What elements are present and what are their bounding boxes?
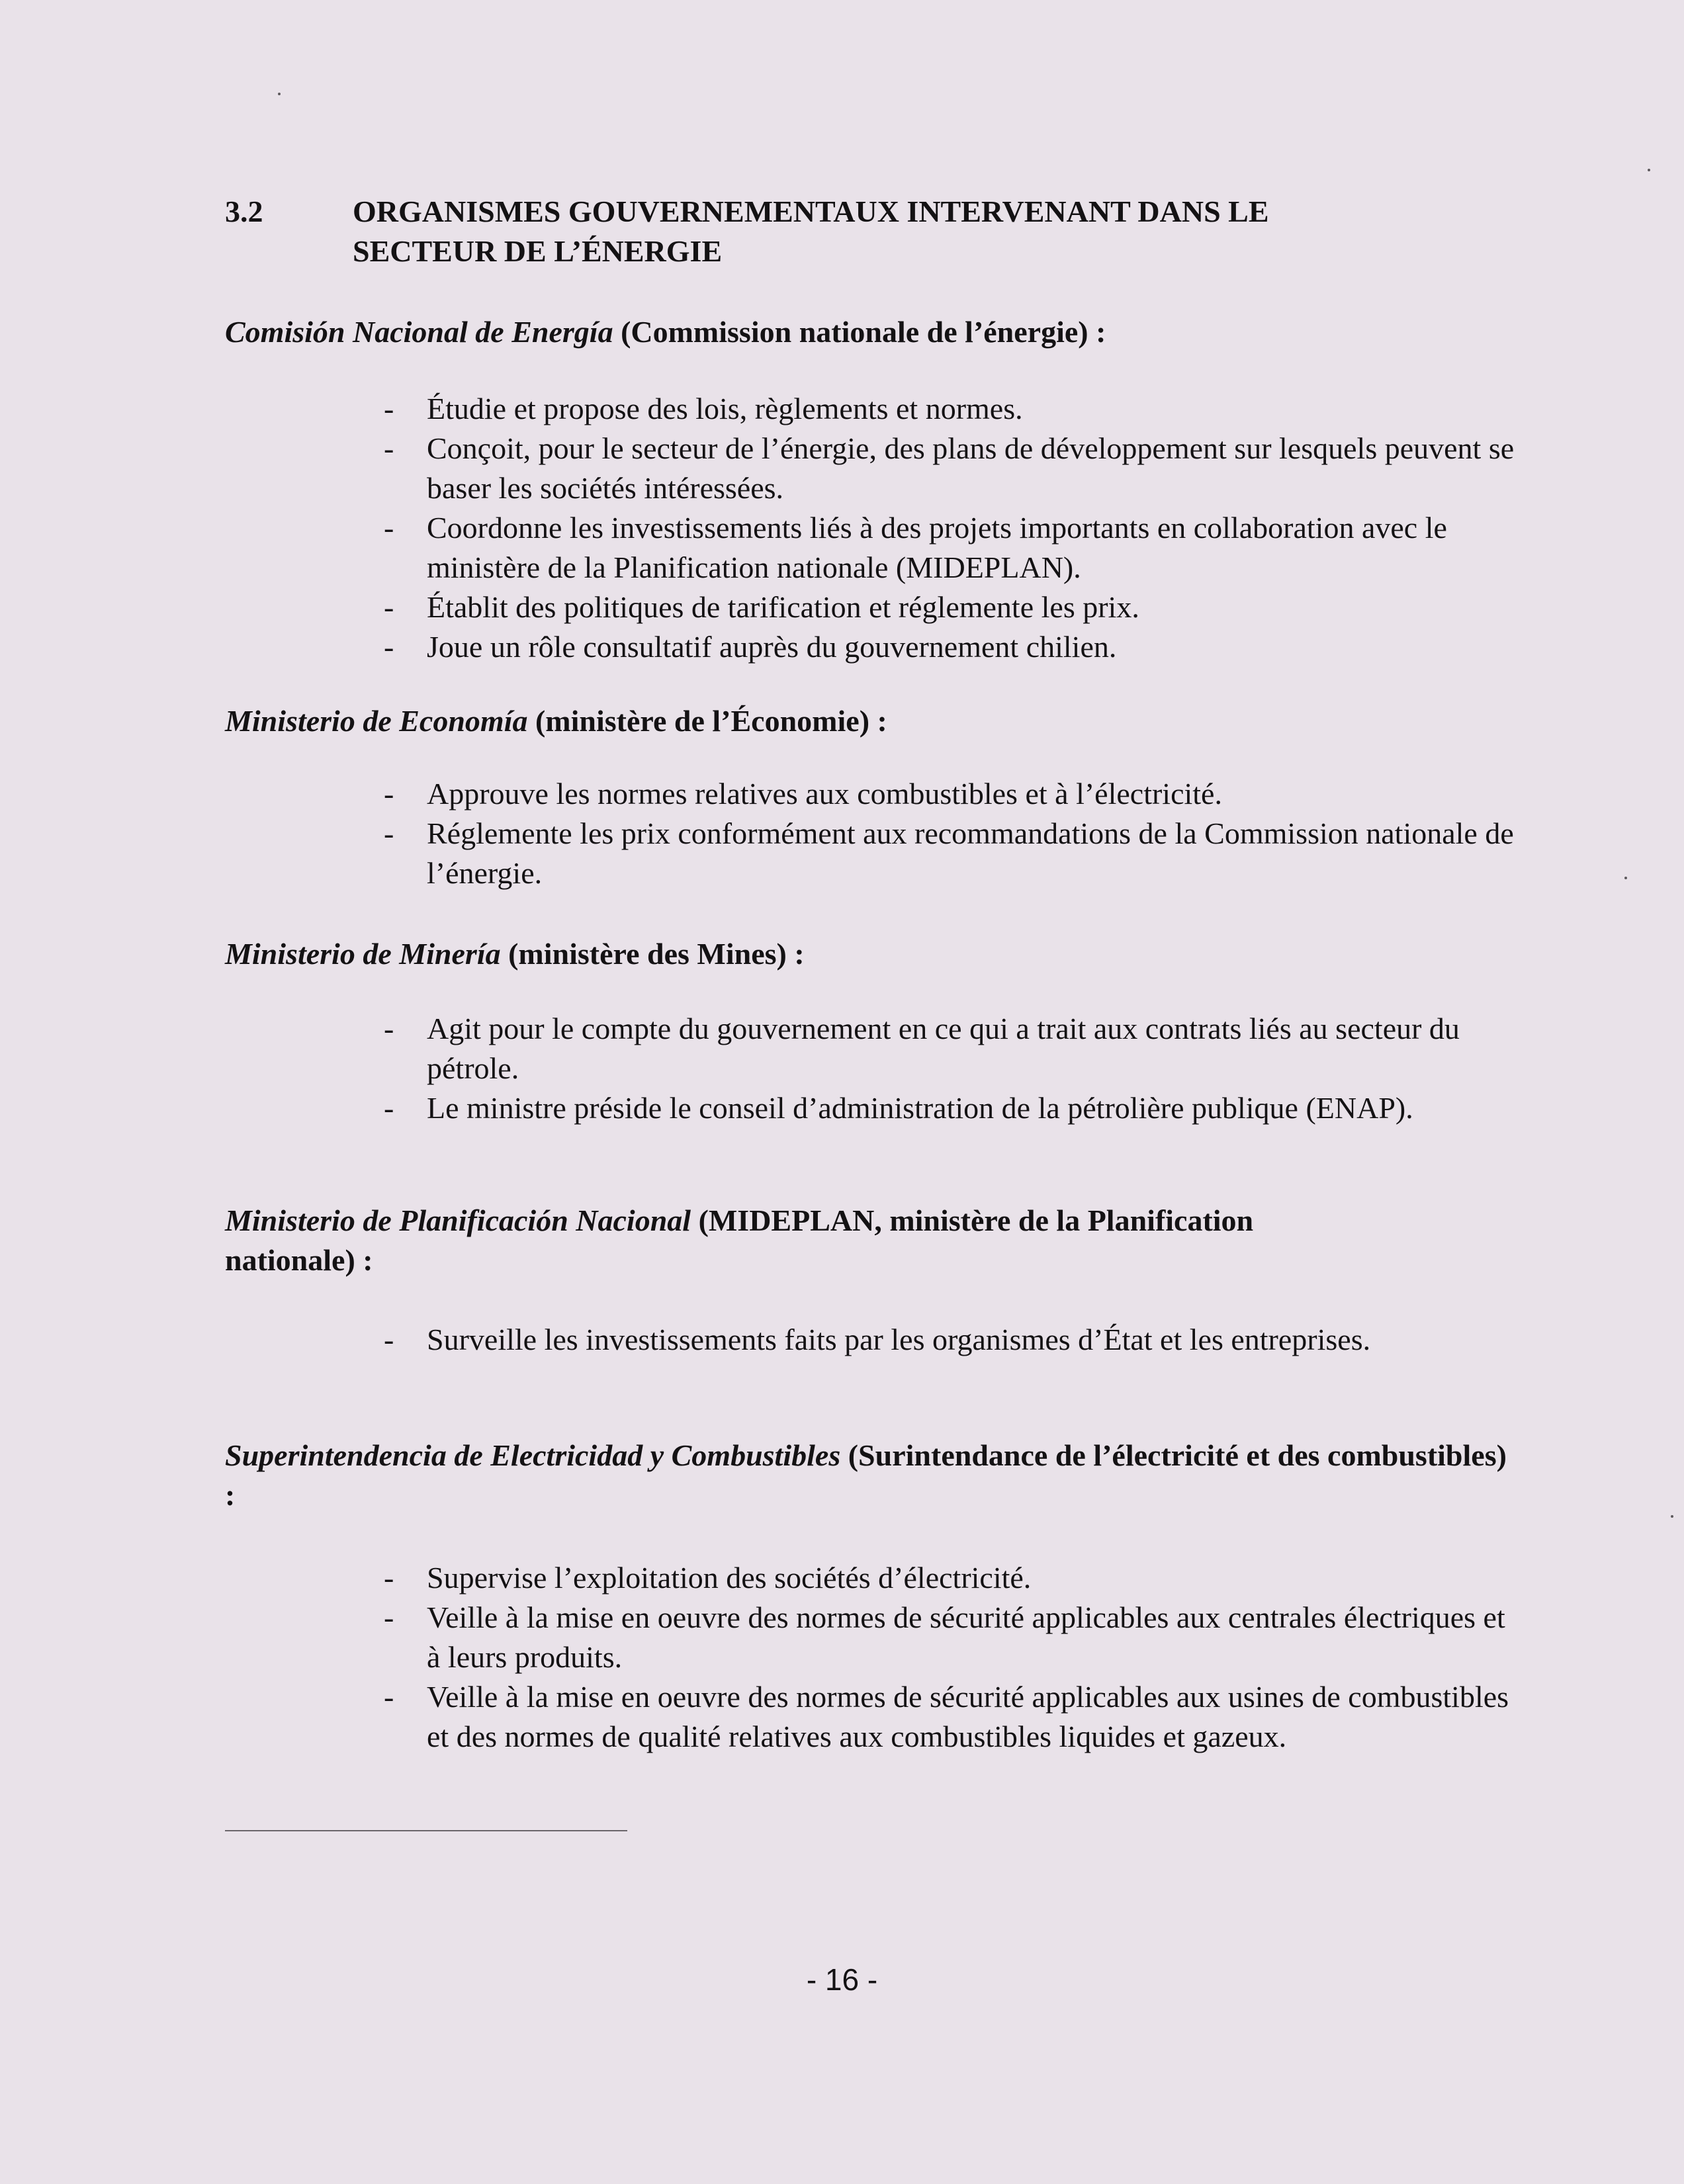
- scan-speck: [1648, 169, 1650, 171]
- list-marker: -: [384, 590, 394, 624]
- list-marker: -: [384, 1600, 394, 1634]
- scan-speck: [1671, 1515, 1673, 1518]
- agency-title: [225, 937, 805, 971]
- agency-name-spanish: Ministerio de Minería: [225, 937, 501, 971]
- section-title: [353, 192, 1478, 271]
- list-marker: -: [384, 777, 394, 810]
- agency-name-spanish: Superintendencia de Electricidad y Combustibles: [225, 1438, 841, 1472]
- list-item: - Le ministre préside le conseil d’administration de la pétrolière publique (ENAP).: [427, 1088, 1525, 1128]
- agency-title: [225, 315, 1106, 349]
- list-marker: -: [384, 511, 394, 545]
- list-item: - Approuve les normes relatives aux combustibles et à l’électricité.: [427, 774, 1525, 814]
- list-item: - Conçoit, pour le secteur de l’énergie, des plans de développement sur lesquels peuvent se baser les sociétés intéressées.: [427, 429, 1525, 508]
- section-number: 3.2: [225, 195, 263, 228]
- list-item: - Surveille les investissements faits par les organismes d’État et les entreprises.: [427, 1320, 1525, 1360]
- agency-duties-list: [384, 389, 1525, 667]
- list-item: - Établit des politiques de tarification et réglemente les prix.: [427, 588, 1525, 627]
- list-marker: -: [384, 630, 394, 664]
- agency-duties-list: [384, 1009, 1525, 1128]
- agency-title: [225, 1438, 1507, 1512]
- list-item: - Agit pour le compte du gouvernement en ce qui a trait aux contrats liés au secteur du pétrole.: [427, 1009, 1525, 1088]
- list-item: - Étudie et propose des lois, règlements et normes.: [427, 389, 1525, 429]
- agency-name-french: (MIDEPLAN, ministère de la Planification nationale) :: [225, 1203, 1254, 1277]
- agency-duties-list: [384, 1320, 1525, 1360]
- agency-name-french: (ministère des Mines) :: [500, 937, 805, 971]
- list-marker: -: [384, 431, 394, 465]
- agency-duties-list: [384, 1558, 1525, 1757]
- section-title-line-2: SECTEUR DE L’ÉNERGIE: [353, 234, 723, 268]
- list-item: - Veille à la mise en oeuvre des normes de sécurité applicables aux usines de combustibles et des normes de qualité relatives aux combustibles liquides et gazeux.: [427, 1677, 1525, 1757]
- agency-title-ministerio-economia: [225, 701, 1522, 741]
- agency-name-french: (Surintendance de l’électricité et des combustibles) :: [225, 1438, 1507, 1512]
- list-marker: -: [384, 816, 394, 850]
- list-item: - Coordonne les investissements liés à des projets importants en collaboration avec le ministère de la Planification nationale (MIDEPLAN).: [427, 508, 1525, 588]
- agency-title-superintendencia: [225, 1436, 1522, 1515]
- agency-duties-list: [384, 774, 1525, 893]
- agency-title-mideplan: [225, 1201, 1390, 1280]
- agency-title: [225, 704, 887, 738]
- list-item: - Veille à la mise en oeuvre des normes de sécurité applicables aux centrales électriques et à leurs produits.: [427, 1598, 1525, 1677]
- list-item: - Supervise l’exploitation des sociétés d’électricité.: [427, 1558, 1525, 1598]
- agency-name-spanish: Ministerio de Planificación Nacional: [225, 1203, 691, 1237]
- agency-title: [225, 1203, 1253, 1277]
- list-item: - Joue un rôle consultatif auprès du gouvernement chilien.: [427, 627, 1525, 667]
- section-title-line-1: ORGANISMES GOUVERNEMENTAUX INTERVENANT DANS LE: [353, 195, 1269, 228]
- scan-speck: [1624, 877, 1627, 879]
- agency-name-spanish: Comisión Nacional de Energía: [225, 315, 613, 349]
- list-marker: -: [384, 1323, 394, 1356]
- agency-title-comision-nacional: [225, 312, 1522, 352]
- list-marker: -: [384, 1091, 394, 1125]
- list-item: - Réglemente les prix conformément aux recommandations de la Commission nationale de l’énergie.: [427, 814, 1525, 893]
- agency-name-french: (Commission nationale de l’énergie) :: [613, 315, 1106, 349]
- list-marker: -: [384, 1561, 394, 1594]
- list-marker: -: [384, 1012, 394, 1045]
- list-marker: -: [384, 1680, 394, 1714]
- page-number: - 16 -: [806, 1962, 878, 1997]
- list-marker: -: [384, 392, 394, 425]
- footnote-divider: [225, 1830, 627, 1831]
- agency-name-spanish: Ministerio de Economía: [225, 704, 528, 738]
- agency-name-french: (ministère de l’Économie) :: [527, 704, 887, 738]
- agency-title-ministerio-mineria: [225, 934, 1522, 974]
- scan-speck: [278, 93, 281, 95]
